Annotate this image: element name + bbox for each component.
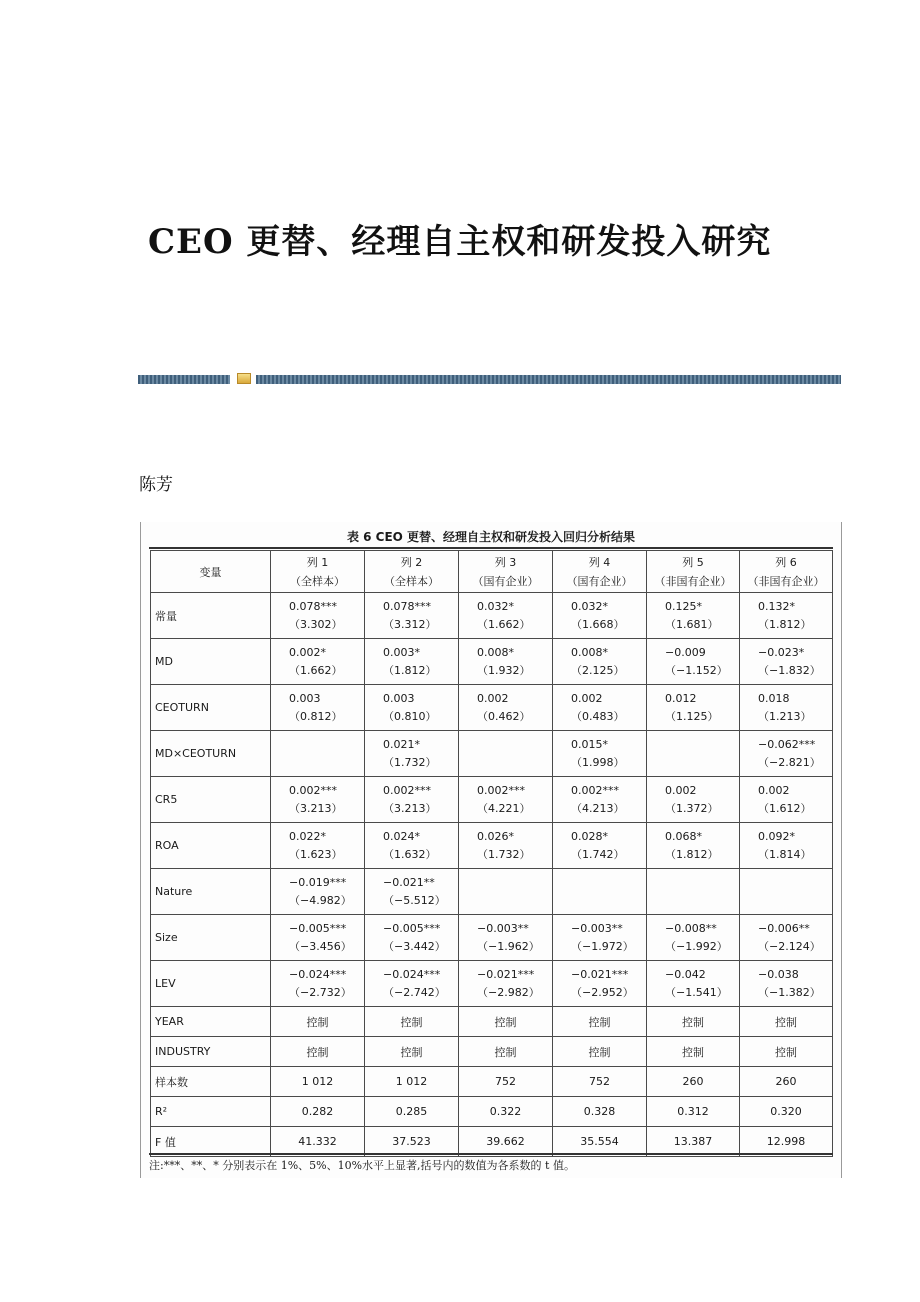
coefficient-value: 0.078***: [383, 599, 431, 613]
coefficient-value: −0.019***: [289, 875, 347, 889]
statistic-cell: 控制: [553, 1007, 647, 1037]
coefficient-cell: [647, 823, 740, 869]
statistic-cell: 0.322: [459, 1097, 553, 1127]
coefficient-value: 0.002*: [289, 645, 326, 659]
table-header-row: [151, 551, 833, 593]
coefficient-cell: [271, 961, 365, 1007]
statistic-cell: 控制: [271, 1007, 365, 1037]
coefficient-value: 0.002***: [289, 783, 337, 797]
coefficient-value: 0.125*: [665, 599, 702, 613]
coefficient-value: 0.068*: [665, 829, 702, 843]
statistic-cell: 260: [647, 1067, 740, 1097]
variable-name: CEOTURN: [151, 685, 271, 731]
coefficient-cell: [740, 915, 833, 961]
coefficient-cell: [365, 639, 459, 685]
coefficient-value: 0.003*: [383, 645, 420, 659]
coefficient-value: 0.132*: [758, 599, 795, 613]
coefficient-cell: [271, 915, 365, 961]
t-value: （1.632）: [383, 847, 437, 861]
statistic-cell: 0.328: [553, 1097, 647, 1127]
variable-name: 常量: [151, 593, 271, 639]
coefficient-value: 0.028*: [571, 829, 608, 843]
statistic-cell: 41.332: [271, 1127, 365, 1157]
coefficient-cell: [271, 869, 365, 915]
coefficient-cell: [740, 593, 833, 639]
t-value: （1.732）: [477, 847, 531, 861]
variable-name: MD: [151, 639, 271, 685]
t-value: （1.662）: [477, 617, 531, 631]
coefficient-cell: [459, 777, 553, 823]
statistic-cell: 0.320: [740, 1097, 833, 1127]
coefficient-cell: [553, 777, 647, 823]
coefficient-value: −0.006**: [758, 921, 810, 935]
column-header: 列 5 （非国有企业）: [647, 551, 740, 593]
statistic-cell: 控制: [740, 1007, 833, 1037]
coefficient-value: −0.003**: [477, 921, 529, 935]
t-value: （−1.992）: [665, 939, 728, 953]
column-header: 列 3 （国有企业）: [459, 551, 553, 593]
table-row: [151, 593, 833, 639]
t-value: （1.742）: [571, 847, 625, 861]
coefficient-value: 0.002: [758, 783, 790, 797]
caption-rule: [149, 547, 833, 549]
coefficient-value: −0.023*: [758, 645, 805, 659]
coefficient-cell: [647, 731, 740, 777]
t-value: （−1.541）: [665, 985, 728, 999]
statistic-cell: 控制: [740, 1037, 833, 1067]
coefficient-cell: [271, 823, 365, 869]
t-value: （1.812）: [665, 847, 719, 861]
statistic-cell: 39.662: [459, 1127, 553, 1157]
coefficient-cell: [365, 869, 459, 915]
table-row: [151, 823, 833, 869]
coefficient-value: 0.003: [383, 691, 415, 705]
coefficient-cell: [553, 961, 647, 1007]
coefficient-value: −0.021**: [383, 875, 435, 889]
coefficient-cell: [365, 685, 459, 731]
statistic-cell: 0.285: [365, 1097, 459, 1127]
coefficient-cell: [740, 961, 833, 1007]
coefficient-value: 0.008*: [477, 645, 514, 659]
statistic-cell: 37.523: [365, 1127, 459, 1157]
t-value: （0.462）: [477, 709, 531, 723]
variable-name: Size: [151, 915, 271, 961]
statistic-cell: 0.282: [271, 1097, 365, 1127]
coefficient-value: 0.021*: [383, 737, 420, 751]
statistic-cell: 752: [553, 1067, 647, 1097]
coefficient-cell: [459, 685, 553, 731]
coefficient-value: −0.038: [758, 967, 799, 981]
t-value: （−4.982）: [289, 893, 352, 907]
author-name: 陈芳: [139, 475, 173, 495]
t-value: （1.668）: [571, 617, 625, 631]
coefficient-value: 0.008*: [571, 645, 608, 659]
t-value: （0.812）: [289, 709, 343, 723]
document-title: CEO 更替、经理自主权和研发投入研究: [148, 222, 772, 262]
coefficient-cell: [553, 685, 647, 731]
divider-bar-left: [138, 375, 230, 384]
coefficient-cell: [459, 961, 553, 1007]
coefficient-value: 0.032*: [571, 599, 608, 613]
variable-name: CR5: [151, 777, 271, 823]
t-value: （1.814）: [758, 847, 812, 861]
t-value: （−1.832）: [758, 663, 821, 677]
table-row: [151, 1037, 833, 1067]
coefficient-value: −0.021***: [477, 967, 535, 981]
t-value: （3.213）: [289, 801, 343, 815]
statistic-cell: 752: [459, 1067, 553, 1097]
coefficient-cell: [365, 731, 459, 777]
coefficient-value: 0.002: [665, 783, 697, 797]
coefficient-value: 0.092*: [758, 829, 795, 843]
regression-table: [150, 550, 833, 1157]
coefficient-value: −0.003**: [571, 921, 623, 935]
statistic-cell: 控制: [553, 1037, 647, 1067]
t-value: （3.302）: [289, 617, 343, 631]
t-value: （1.812）: [383, 663, 437, 677]
coefficient-cell: [740, 823, 833, 869]
coefficient-value: 0.002: [477, 691, 509, 705]
statistic-cell: 13.387: [647, 1127, 740, 1157]
coefficient-cell: [459, 869, 553, 915]
statistic-cell: 260: [740, 1067, 833, 1097]
coefficient-cell: [647, 915, 740, 961]
column-header: 列 4 （国有企业）: [553, 551, 647, 593]
coefficient-cell: [740, 639, 833, 685]
t-value: （1.213）: [758, 709, 812, 723]
t-value: （−1.962）: [477, 939, 540, 953]
coefficient-cell: [553, 593, 647, 639]
t-value: （−3.442）: [383, 939, 446, 953]
coefficient-value: 0.022*: [289, 829, 326, 843]
table-row: [151, 869, 833, 915]
coefficient-value: 0.026*: [477, 829, 514, 843]
t-value: （−3.456）: [289, 939, 352, 953]
t-value: （3.213）: [383, 801, 437, 815]
t-value: （−2.952）: [571, 985, 634, 999]
t-value: （1.125）: [665, 709, 719, 723]
coefficient-cell: [459, 731, 553, 777]
coefficient-cell: [740, 777, 833, 823]
t-value: （−1.152）: [665, 663, 728, 677]
table-row: [151, 639, 833, 685]
statistic-cell: 1 012: [271, 1067, 365, 1097]
t-value: （0.483）: [571, 709, 625, 723]
coefficient-value: −0.008**: [665, 921, 717, 935]
coefficient-cell: [553, 639, 647, 685]
t-value: （2.125）: [571, 663, 625, 677]
t-value: （1.812）: [758, 617, 812, 631]
t-value: （1.623）: [289, 847, 343, 861]
coefficient-cell: [365, 823, 459, 869]
variable-name: ROA: [151, 823, 271, 869]
coefficient-value: 0.024*: [383, 829, 420, 843]
coefficient-cell: [365, 915, 459, 961]
table-note: 注:***、**、* 分别表示在 1%、5%、10%水平上显著,括号内的数值为各系数的 t 值。: [149, 1159, 575, 1172]
variable-name: MD×CEOTURN: [151, 731, 271, 777]
statistic-cell: 控制: [271, 1037, 365, 1067]
coefficient-value: −0.042: [665, 967, 706, 981]
coefficient-cell: [553, 823, 647, 869]
coefficient-cell: [459, 593, 553, 639]
t-value: （−2.821）: [758, 755, 821, 769]
t-value: （3.312）: [383, 617, 437, 631]
coefficient-cell: [647, 685, 740, 731]
note-rule: [149, 1153, 833, 1155]
statistic-cell: 12.998: [740, 1127, 833, 1157]
coefficient-cell: [553, 731, 647, 777]
variable-name: 样本数: [151, 1067, 271, 1097]
t-value: （−2.124）: [758, 939, 821, 953]
coefficient-cell: [271, 593, 365, 639]
variable-name: YEAR: [151, 1007, 271, 1037]
statistic-cell: 0.312: [647, 1097, 740, 1127]
title-divider: [138, 375, 841, 384]
t-value: （0.810）: [383, 709, 437, 723]
table-row: [151, 1007, 833, 1037]
coefficient-cell: [647, 593, 740, 639]
coefficient-value: −0.005***: [289, 921, 347, 935]
coefficient-cell: [365, 777, 459, 823]
statistic-cell: 35.554: [553, 1127, 647, 1157]
coefficient-value: 0.018: [758, 691, 790, 705]
t-value: （−2.732）: [289, 985, 352, 999]
coefficient-cell: [740, 869, 833, 915]
variable-header: 变量: [151, 551, 271, 593]
divider-ornament-icon: [237, 373, 251, 384]
divider-bar-right: [256, 375, 841, 384]
statistic-cell: 控制: [365, 1007, 459, 1037]
table-row: [151, 961, 833, 1007]
t-value: （1.612）: [758, 801, 812, 815]
table-row: [151, 915, 833, 961]
coefficient-cell: [740, 731, 833, 777]
table-caption: 表 6 CEO 更替、经理自主权和研发投入回归分析结果: [346, 530, 636, 544]
t-value: （1.372）: [665, 801, 719, 815]
coefficient-cell: [271, 777, 365, 823]
coefficient-cell: [553, 915, 647, 961]
coefficient-cell: [365, 593, 459, 639]
coefficient-cell: [271, 685, 365, 731]
coefficient-value: −0.024***: [383, 967, 441, 981]
t-value: （−2.742）: [383, 985, 446, 999]
coefficient-cell: [647, 639, 740, 685]
coefficient-value: 0.003: [289, 691, 321, 705]
variable-name: INDUSTRY: [151, 1037, 271, 1067]
coefficient-cell: [553, 869, 647, 915]
column-header: 列 1 （全样本）: [271, 551, 365, 593]
coefficient-cell: [459, 915, 553, 961]
coefficient-cell: [271, 639, 365, 685]
t-value: （1.662）: [289, 663, 343, 677]
variable-name: LEV: [151, 961, 271, 1007]
coefficient-cell: [459, 639, 553, 685]
coefficient-value: 0.002: [571, 691, 603, 705]
table-row: [151, 1067, 833, 1097]
coefficient-cell: [647, 961, 740, 1007]
t-value: （−1.382）: [758, 985, 821, 999]
coefficient-value: 0.002***: [477, 783, 525, 797]
coefficient-value: 0.015*: [571, 737, 608, 751]
coefficient-value: 0.002***: [383, 783, 431, 797]
t-value: （−2.982）: [477, 985, 540, 999]
t-value: （1.932）: [477, 663, 531, 677]
t-value: （−1.972）: [571, 939, 634, 953]
statistic-cell: 控制: [647, 1037, 740, 1067]
coefficient-cell: [740, 685, 833, 731]
coefficient-cell: [647, 777, 740, 823]
coefficient-value: −0.024***: [289, 967, 347, 981]
table-row: [151, 777, 833, 823]
coefficient-cell: [647, 869, 740, 915]
coefficient-value: 0.032*: [477, 599, 514, 613]
t-value: （4.221）: [477, 801, 531, 815]
variable-name: Nature: [151, 869, 271, 915]
table-row: [151, 685, 833, 731]
t-value: （−5.512）: [383, 893, 446, 907]
regression-table-figure: [140, 522, 842, 1178]
t-value: （1.681）: [665, 617, 719, 631]
t-value: （1.998）: [571, 755, 625, 769]
statistic-cell: 控制: [365, 1037, 459, 1067]
coefficient-value: −0.062***: [758, 737, 816, 751]
column-header: 列 2 （全样本）: [365, 551, 459, 593]
coefficient-cell: [271, 731, 365, 777]
statistic-cell: 控制: [647, 1007, 740, 1037]
coefficient-value: 0.078***: [289, 599, 337, 613]
statistic-cell: 1 012: [365, 1067, 459, 1097]
coefficient-value: −0.021***: [571, 967, 629, 981]
variable-name: F 值: [151, 1127, 271, 1157]
t-value: （4.213）: [571, 801, 625, 815]
statistic-cell: 控制: [459, 1007, 553, 1037]
coefficient-value: 0.002***: [571, 783, 619, 797]
coefficient-value: 0.012: [665, 691, 697, 705]
table-row: [151, 731, 833, 777]
coefficient-cell: [365, 961, 459, 1007]
table-row: [151, 1097, 833, 1127]
column-header: 列 6 （非国有企业）: [740, 551, 833, 593]
t-value: （1.732）: [383, 755, 437, 769]
coefficient-cell: [459, 823, 553, 869]
coefficient-value: −0.005***: [383, 921, 441, 935]
coefficient-value: −0.009: [665, 645, 706, 659]
table-row: [151, 1127, 833, 1157]
variable-name: R²: [151, 1097, 271, 1127]
statistic-cell: 控制: [459, 1037, 553, 1067]
